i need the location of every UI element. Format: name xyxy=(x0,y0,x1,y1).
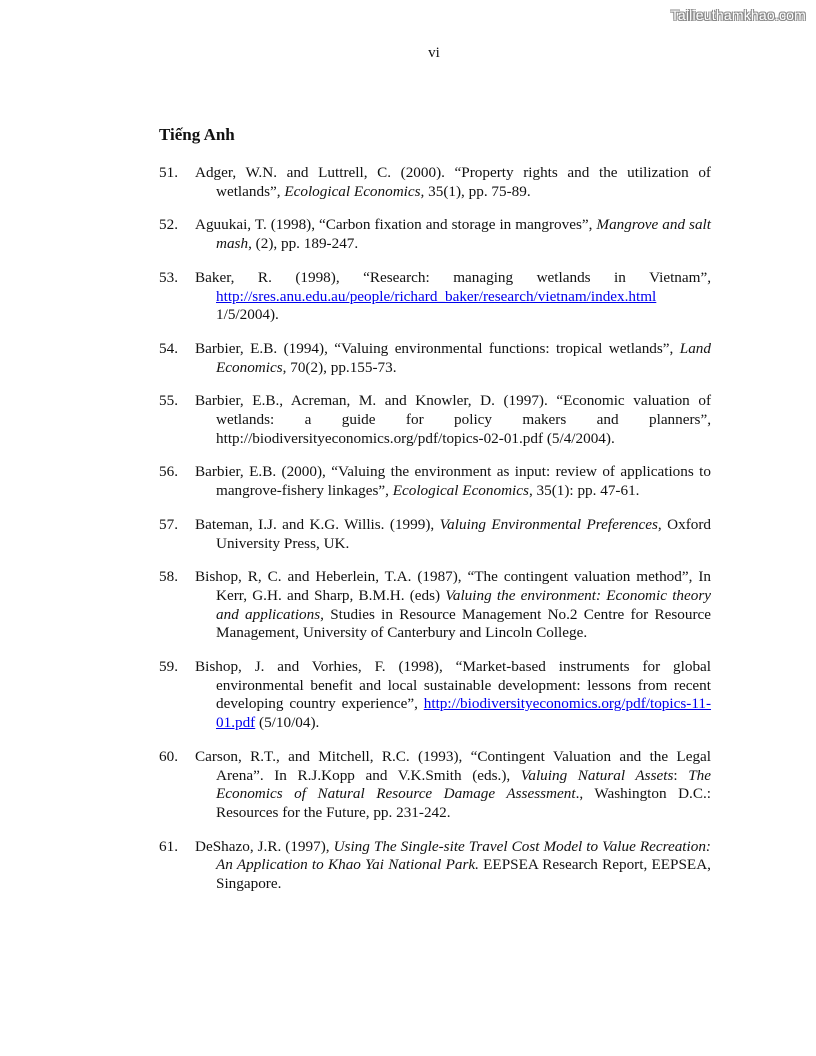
reference-number: 57. xyxy=(159,515,178,533)
reference-number: 55. xyxy=(159,392,178,410)
reference-item xyxy=(159,340,711,377)
reference-number: 58. xyxy=(159,568,178,586)
reference-item xyxy=(159,463,711,500)
reference-text: Baker, R. (1998), “Research: managing wetlands in Vietnam”, xyxy=(195,268,711,286)
reference-text: 35(1), pp. 75-89. xyxy=(424,182,531,200)
reference-title: The Economics of Natural Resource Damage Assessment xyxy=(216,766,711,803)
section-heading: Tiếng Anh xyxy=(159,125,235,144)
reference-text: 1/5/2004). xyxy=(216,306,279,324)
reference-number: 61. xyxy=(159,837,178,855)
reference-link[interactable]: http://sres.anu.edu.au/people/richard_baker/research/vietnam/index.html xyxy=(216,287,657,305)
reference-number: 60. xyxy=(159,747,178,765)
reference-text: Barbier, E.B. (2000), “Valuing the environment as input: review of applications to mangrove-fishery linkages”, xyxy=(195,463,711,500)
reference-number: 56. xyxy=(159,463,178,481)
reference-item xyxy=(159,516,711,553)
reference-text: http://biodiversityeconomics.org/pdf/topics-02-01.pdf (5/4/2004). xyxy=(216,429,615,447)
reference-text: , 35(1): pp. 47-61. xyxy=(528,482,640,500)
reference-item xyxy=(159,216,711,253)
reference-text: ., Washington D.C.: Resources for the Future, pp. 231-242. xyxy=(216,785,711,821)
reference-title: Valuing Natural Assets xyxy=(520,766,674,784)
reference-text: DeShazo, J.R. (1997), xyxy=(195,837,334,855)
reference-text: Studies in Resource Management No.2 Centre for Resource Management, University of Canterbury and Lincoln College. xyxy=(216,605,712,642)
reference-item xyxy=(159,392,711,448)
watermark: Tailieuthamkhao.com xyxy=(670,7,806,23)
reference-text: Bateman, I.J. and K.G. Willis. (1999), xyxy=(195,515,440,533)
reference-item xyxy=(159,164,711,201)
reference-text: : xyxy=(673,766,689,784)
reference-number: 53. xyxy=(159,268,178,286)
reference-text: , Oxford University Press, UK. xyxy=(216,515,711,552)
reference-title: Valuing Environmental Preferences xyxy=(439,515,658,533)
reference-text: , (2), pp. 189-247. xyxy=(248,235,359,253)
reference-item xyxy=(159,838,711,894)
reference-title: Valuing the environment: Economic theory and applications, xyxy=(216,586,711,623)
reference-link[interactable]: http://biodiversityeconomics.org/pdf/topics-11-01.pdf xyxy=(216,695,712,732)
reference-text: Aguukai, T. (1998), “Carbon fixation and storage in mangroves”, xyxy=(195,216,597,234)
reference-title: Land Economics xyxy=(216,339,711,376)
reference-number: 51. xyxy=(159,164,178,181)
reference-text: , 70(2), pp.155-73. xyxy=(282,358,397,376)
reference-item xyxy=(159,748,711,823)
reference-title: Ecological Economics, xyxy=(284,182,425,200)
reference-text: EEPSEA Research Report, EEPSEA, Singapore. xyxy=(216,856,711,893)
reference-item xyxy=(159,658,711,733)
reference-list xyxy=(159,164,711,909)
reference-title: Mangrove and salt mash xyxy=(216,216,711,253)
reference-item xyxy=(159,568,711,643)
reference-number: 59. xyxy=(159,658,178,676)
reference-number: 52. xyxy=(159,216,178,234)
reference-number: 54. xyxy=(159,339,178,357)
page-number: vi xyxy=(428,45,440,61)
reference-text: Barbier, E.B. (1994), “Valuing environmental functions: tropical wetlands”, xyxy=(195,339,680,357)
reference-item xyxy=(159,269,711,325)
reference-title: Ecological Economics xyxy=(392,482,529,500)
reference-text: Adger, W.N. and Luttrell, C. (2000). “Property rights and the utilization of wetlands”, xyxy=(195,164,711,200)
reference-text: Barbier, E.B., Acreman, M. and Knowler, D. (1997). “Economic valuation of wetlands: a guide for policy makers and planners”, xyxy=(195,392,711,429)
reference-title: Using The Single-site Travel Cost Model to Value Recreation: An Application to Khao Yai National Park. xyxy=(216,837,711,874)
reference-text: Bishop, R, C. and Heberlein, T.A. (1987), “The contingent valuation method”, In Kerr, G.H. and Sharp, B.M.H. (eds) xyxy=(195,568,711,604)
reference-text: Carson, R.T., and Mitchell, R.C. (1993), “Contingent Valuation and the Legal Arena”. In R.J.Kopp and V.K.Smith (eds.), xyxy=(195,747,711,784)
reference-text: (5/10/04). xyxy=(255,714,320,732)
reference-text: Bishop, J. and Vorhies, F. (1998), “Market-based instruments for global environmental benefit and local sustainable development: lessons from recent developing country experience”, xyxy=(195,658,711,713)
